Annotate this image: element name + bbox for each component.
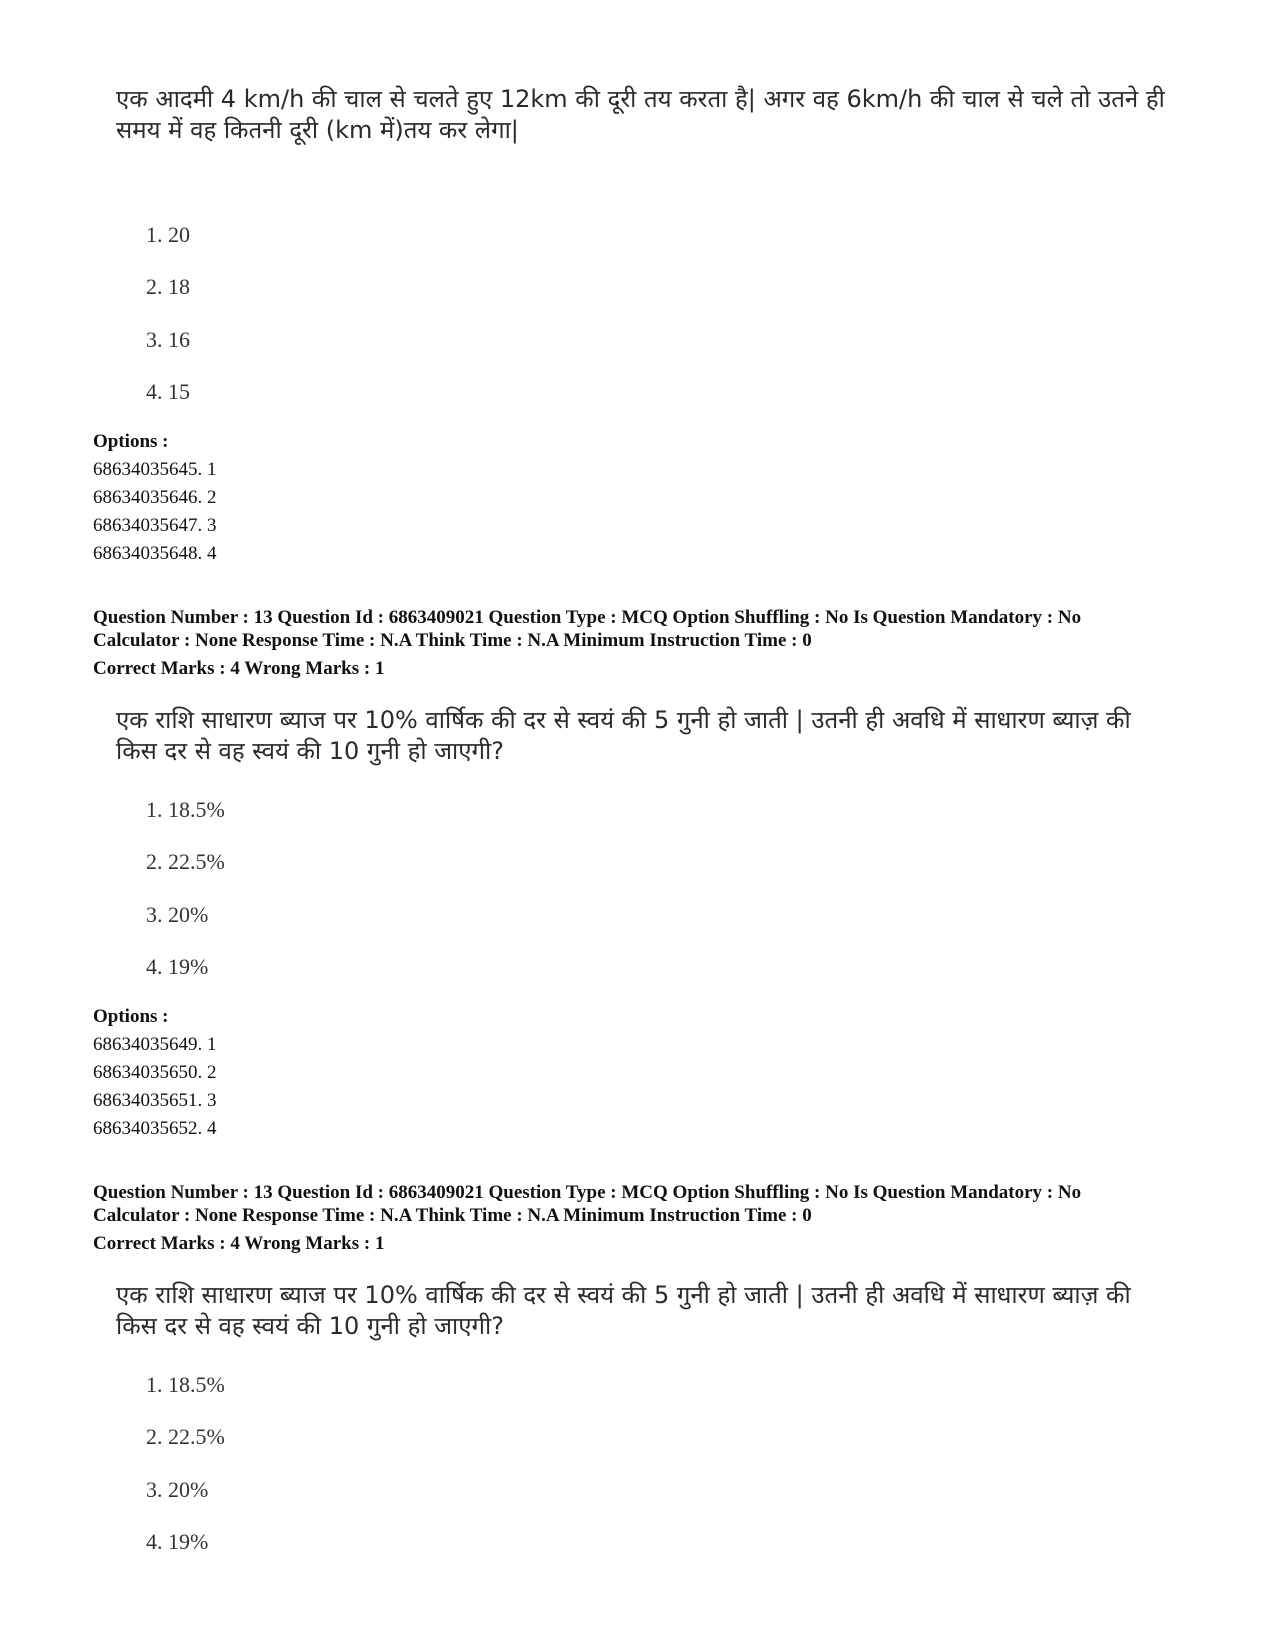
answer-choice: 1. 20 <box>146 222 190 247</box>
question-line: एक आदमी 4 km/h की चाल से चलते हुए 12km की दूरी तय करता है| अगर वह 6km/h की चाल से चले तो उतने ही <box>116 85 1165 113</box>
answer-choice: 1. 18.5% <box>146 1372 225 1397</box>
answer-choice: 4. 15 <box>146 379 190 404</box>
question-line: एक राशि साधारण ब्याज पर 10% वार्षिक की दर से स्वयं की 5 गुनी हो जाती | उतनी ही अवधि में साधारण ब्याज़ की <box>116 706 1131 734</box>
question-line: एक राशि साधारण ब्याज पर 10% वार्षिक की दर से स्वयं की 5 गुनी हो जाती | उतनी ही अवधि में साधारण ब्याज़ की <box>116 1281 1131 1309</box>
question-meta-line: Question Number : 13 Question Id : 6863409021 Question Type : MCQ Option Shuffling : No Is Question Mandatory : No <box>93 607 1082 628</box>
question-line: किस दर से वह स्वयं की 10 गुनी हो जाएगी? <box>116 737 504 765</box>
answer-choice: 1. 18.5% <box>146 797 225 822</box>
option-id-line: 68634035652. 4 <box>93 1118 217 1139</box>
marks-line: Correct Marks : 4 Wrong Marks : 1 <box>93 1233 385 1254</box>
question-line: किस दर से वह स्वयं की 10 गुनी हो जाएगी? <box>116 1312 504 1340</box>
marks-line: Correct Marks : 4 Wrong Marks : 1 <box>93 658 385 679</box>
answer-choice: 3. 20% <box>146 1477 209 1502</box>
question-text <box>116 1280 1131 1342</box>
question-meta-line: Question Number : 13 Question Id : 6863409021 Question Type : MCQ Option Shuffling : No Is Question Mandatory : No <box>93 1182 1082 1203</box>
options-heading: Options : <box>93 431 169 452</box>
answer-choice: 3. 16 <box>146 327 190 352</box>
option-id-line: 68634035647. 3 <box>93 515 217 536</box>
option-id-line: 68634035651. 3 <box>93 1090 217 1111</box>
answer-choice: 2. 22.5% <box>146 849 225 874</box>
option-id-line: 68634035650. 2 <box>93 1062 217 1083</box>
question-line: समय में वह कितनी दूरी (km में)तय कर लेगा| <box>116 116 519 144</box>
option-id-line: 68634035645. 1 <box>93 459 217 480</box>
question-text <box>116 705 1131 767</box>
question-meta-line: Calculator : None Response Time : N.A Think Time : N.A Minimum Instruction Time : 0 <box>93 1205 812 1226</box>
option-id-line: 68634035649. 1 <box>93 1034 217 1055</box>
option-id-line: 68634035646. 2 <box>93 487 217 508</box>
answer-choice: 3. 20% <box>146 902 209 927</box>
option-id-line: 68634035648. 4 <box>93 543 217 564</box>
answer-choice: 4. 19% <box>146 1529 209 1554</box>
answer-choice: 2. 18 <box>146 274 190 299</box>
options-heading: Options : <box>93 1006 169 1027</box>
answer-choice: 4. 19% <box>146 954 209 979</box>
question-text <box>116 84 1165 146</box>
question-meta-line: Calculator : None Response Time : N.A Think Time : N.A Minimum Instruction Time : 0 <box>93 630 812 651</box>
answer-choice: 2. 22.5% <box>146 1424 225 1449</box>
